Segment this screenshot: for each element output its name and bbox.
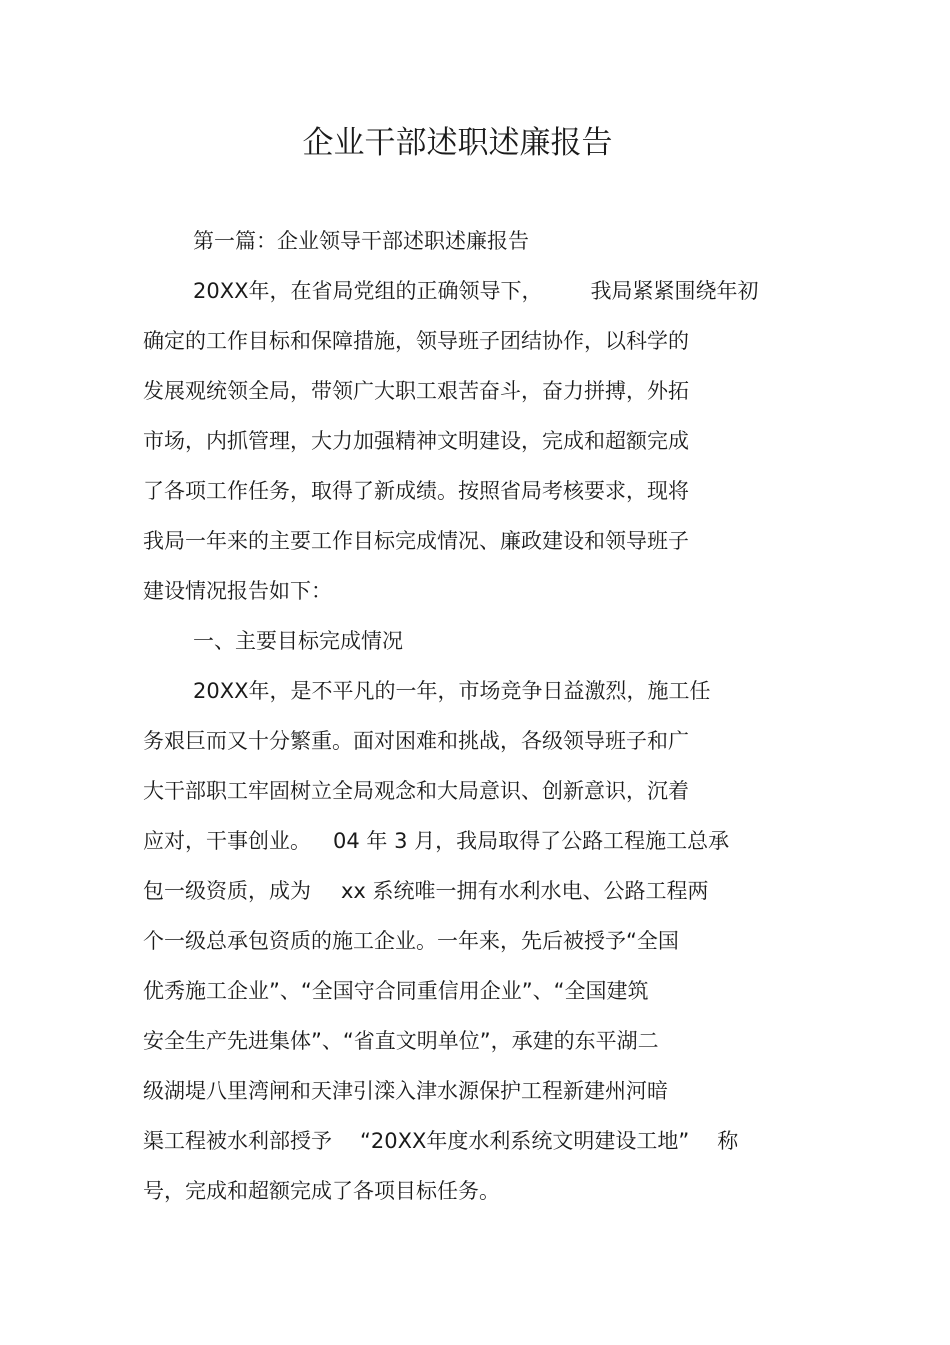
- paragraph-line: 市场，内抓管理，大力加强精神文明建设，完成和超额完成: [143, 429, 689, 453]
- subtitle: 第一篇：企业领导干部述职述廉报告: [193, 229, 529, 253]
- text-segment: 称: [717, 1129, 739, 1153]
- paragraph-line: 个一级总承包资质的施工企业。一年来，先后被授予“全国: [143, 929, 679, 953]
- text-segment: xx 系统唯一拥有水利水电、公路工程两: [341, 879, 709, 903]
- document-title: 企业干部述职述廉报告: [302, 125, 613, 161]
- section-heading: 一、主要目标完成情况: [193, 629, 403, 653]
- paragraph-line: 发展观统领全局，带领广大职工艰苦奋斗，奋力拼搏，外拓: [143, 379, 689, 403]
- text-segment: 渠工程被水利部授予: [143, 1129, 332, 1153]
- text-segment: 我局紧紧围绕年初: [590, 279, 759, 303]
- paragraph-line: 级湖堤八里湾闸和天津引滦入津水源保护工程新建州河暗: [143, 1079, 668, 1103]
- paragraph-line: 优秀施工企业”、“全国守合同重信用企业”、“全国建筑: [143, 979, 649, 1003]
- text-segment: 20XX年，在省局党组的正确领导下，: [193, 279, 543, 303]
- paragraph-line: 了各项工作任务，取得了新成绩。按照省局考核要求，现将: [143, 479, 689, 503]
- paragraph-line: 建设情况报告如下：: [143, 579, 332, 603]
- paragraph-line: [143, 1126, 738, 1156]
- paragraph-line: 大干部职工牢固树立全局观念和大局意识、创新意识，沉着: [143, 779, 689, 803]
- paragraph-line: 我局一年来的主要工作目标完成情况、廉政建设和领导班子: [143, 529, 689, 553]
- text-segment: 04 年 3 月，我局取得了公路工程施工总承: [333, 829, 730, 853]
- text-segment: 包一级资质，成为: [143, 879, 311, 903]
- paragraph-line: 号，完成和超额完成了各项目标任务。: [143, 1179, 500, 1203]
- text-segment: “20XX年度水利系统文明建设工地”: [360, 1129, 690, 1153]
- paragraph-line: 20XX年，是不平凡的一年，市场竞争日益激烈，施工任: [193, 679, 711, 703]
- paragraph-line: [193, 276, 759, 306]
- paragraph-line: 务艰巨而又十分繁重。面对困难和挑战，各级领导班子和广: [143, 729, 689, 753]
- paragraph-line: [143, 826, 729, 856]
- paragraph-line: 安全生产先进集体”、“省直文明单位”，承建的东平湖二: [143, 1029, 659, 1053]
- paragraph-line: 确定的工作目标和保障措施，领导班子团结协作，以科学的: [143, 329, 689, 353]
- paragraph-line: [143, 876, 709, 906]
- text-segment: 应对，干事创业。: [143, 829, 311, 853]
